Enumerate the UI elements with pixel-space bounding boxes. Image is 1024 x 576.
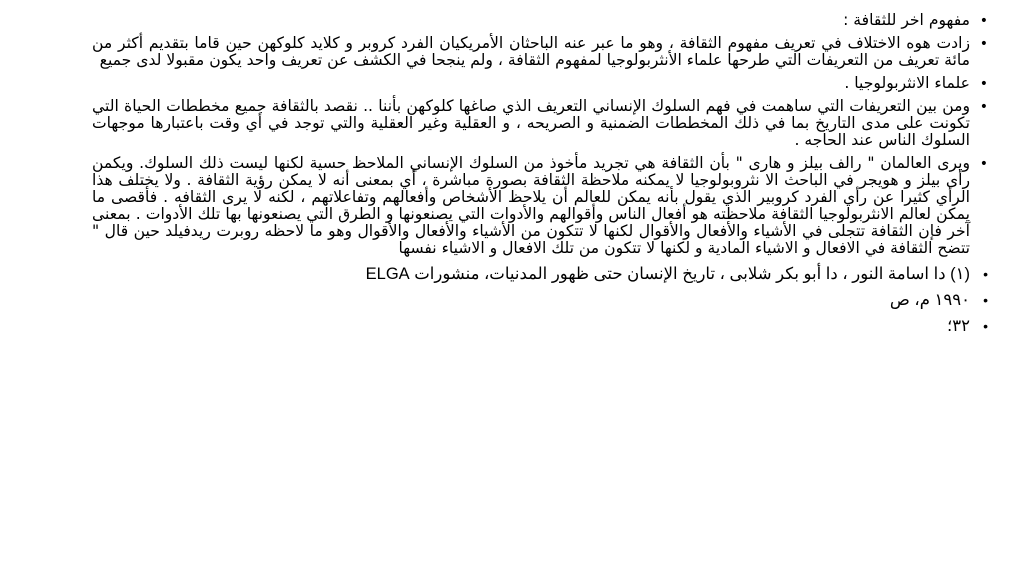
bullet-item-kluckhohn — [92, 98, 988, 149]
bullet-list — [92, 12, 988, 341]
bullet-item-beals-hoijer — [92, 155, 988, 257]
bullet-text: مفهوم اخر للثقافة : — [843, 11, 970, 29]
bullet-marker: • — [983, 318, 988, 334]
bullet-item-reference — [92, 263, 988, 285]
bullet-text: ومن بين التعريفات التي ساهمت في فهم السلوك الإنساني التعريف الذي صاغها كلوكهن بأننا .. نقصد بالثقافة جميع مخططات الحياة التي تكونت على مدى التاريخ بما في ذلك المخططات الضمنية و الصريحه ، و العقلية وغير العقلية والتي توجد في أي وقت باعتبارها موجهات السلوك الناس عند الحاجه . — [92, 97, 970, 149]
bullet-text: ويرى العالمان " رالف بيلز و هارى " بأن الثقافة هي تجريد مأخوذ من السلوك الإنساني الملاحظ حسية لكنها ليست ذلك السلوك. ويكمن رأى بيلز و هويجر في الباحث الا نثروبولوجيا لا يمكنه ملاحظة الثقافة بصورة مباشرة ، أي بمعنى أنه لا يمكن رؤية الثقافة . ولا يختلف هذا الرأي كثيرا عن رأي الفرد كروبير الذي يقول بأنه يمكن للعالم أن يلاحظ الأشخاص وأفعالهم وتفاعلاتهم ، لكنه لا يرى الثقافه . فأقصى ما يمكن لعالم الانثربولوجيا الثقافة ملاحظته هو أفعال الناس وأقوالهم والأدوات التي يصنعونها و الطرق التي يصنعونها بها تلك الأدوات . بمعنى آخر فإن الثقافة تتجلى في الأشياء والأفعال والأقوال لكنها لا تتكون من الأشياء والأفعال والأقوال وهو ما لاحظه روبرت ريدفيلد حين قال " تتضح الثقافة في الافعال و الاشياء المادية و لكنها لا تتكون من تلك الافعال و الاشياء نفسها — [92, 154, 970, 257]
bullet-text: ٣٢؛ — [947, 317, 970, 335]
bullet-marker: • — [983, 266, 988, 282]
bullet-item-definitions — [92, 35, 988, 69]
bullet-text: علماء الانثربولوجيا . — [844, 74, 970, 92]
bullet-text: (١) دا اسامة النور ، دا أبو بكر شلابى ، تاريخ الإنسان حتى ظهور المدنيات، منشورات ELGA — [365, 265, 970, 283]
bullet-marker: • — [979, 13, 988, 29]
bullet-marker: • — [979, 36, 988, 52]
bullet-item-heading — [92, 12, 988, 29]
bullet-text: ١٩٩٠ م، ص — [889, 291, 970, 309]
bullet-item-anthropologists — [92, 75, 988, 92]
bullet-text: زادت هوه الاختلاف في تعريف مفهوم الثقافة ، وهو ما عبر عنه الباحثان الأمريكيان الفرد كروبر و كلايد كلوكهن حين قاما بتقديم أكثر من مائة تعريف من التعريفات التي طرحها علماء الأنثربولوجيا لمفهوم الثقافة ، ولم ينجحا في الكشف عن تعريف واحد يكون مقبولا لدى جميع — [92, 34, 970, 69]
bullet-marker: • — [979, 76, 988, 92]
bullet-item-year — [92, 289, 988, 311]
bullet-marker: • — [983, 292, 988, 308]
bullet-marker: • — [979, 99, 988, 115]
bullet-item-page — [92, 315, 988, 337]
bullet-marker: • — [979, 156, 988, 172]
